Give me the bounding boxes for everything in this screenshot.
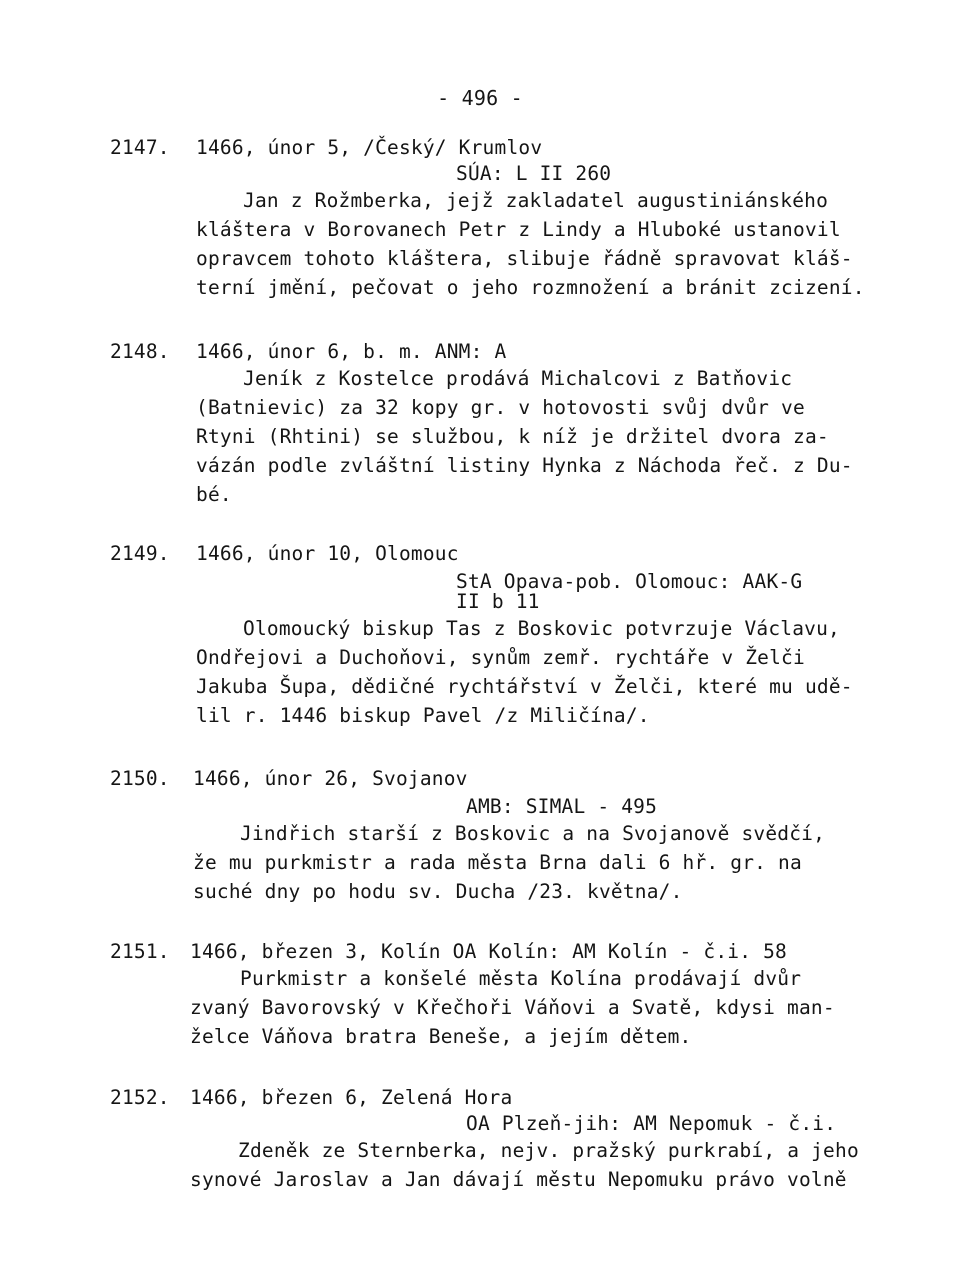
archive-signature: StA Opava-pob. Olomouc: AAK-G [456,570,803,593]
regest-line: opravcem tohoto kláštera, slibuje řádně spravovat kláš- [196,247,853,270]
regest-line: Ondřejovi a Duchoňovi, synům zemř. rychtáře v Želči [196,646,805,669]
entry-header: 1466, březen 3, Kolín OA Kolín: AM Kolín - č.i. 58 [190,940,787,963]
archive-signature: AMB: SIMAL - 495 [466,795,658,818]
entry-header: 1466, březen 6, Zelená Hora [190,1086,513,1109]
regest-line: Zdeněk ze Sternberka, nejv. pražský purkrabí, a jeho [238,1139,859,1162]
regest-line: Jan z Rožmberka, jejž zakladatel augustiniánského [243,189,829,212]
regest-line: Olomoucký biskup Tas z Boskovic potvrzuje Václavu, [243,617,840,640]
regest-line: terní jmění, pečovat o jeho rozmnožení a bránit zcizení. [196,276,865,299]
regest-line: (Batnievic) za 32 kopy gr. v hotovosti svůj dvůr ve [196,396,805,419]
entry-number: 2149. [110,542,170,565]
entry-header: 1466, únor 6, b. m. ANM: A [196,340,507,363]
archive-signature: SÚA: L II 260 [456,162,612,185]
archive-signature: OA Plzeň-jih: AM Nepomuk - č.i. [466,1112,837,1135]
entry-number: 2150. [110,767,170,790]
regest-line: Jindřich starší z Boskovic a na Svojanově svědčí, [240,822,826,845]
regest-line: suché dny po hodu sv. Ducha /23. května/. [193,880,683,903]
regest-line: zvaný Bavorovský v Křečhoři Váňovi a Svatě, kdysi man- [190,996,835,1019]
entry-header: 1466, únor 26, Svojanov [193,767,468,790]
entry-number: 2152. [110,1086,170,1109]
regest-line: lil r. 1446 biskup Pavel /z Miličína/. [196,704,650,727]
regest-line: vázán podle zvláštní listiny Hynka z Náchoda řeč. z Du- [196,454,853,477]
entry-number: 2148. [110,340,170,363]
regest-line: bé. [196,483,232,506]
regest-line: Purkmistr a konšelé města Kolína prodávají dvůr [240,967,802,990]
entry-header: 1466, únor 5, /Český/ Krumlov [196,136,543,159]
regest-line: Rtyni (Rhtini) se službou, k níž je držitel dvora za- [196,425,829,448]
regest-line: že mu purkmistr a rada města Brna dali 6 hř. gr. na [193,851,802,874]
regest-line: želce Váňova bratra Beneše, a jejím dětem. [190,1025,692,1048]
regest-line: synové Jaroslav a Jan dávají městu Nepomuku právo volně [190,1168,847,1191]
regest-line: Jakuba Šupa, dědičné rychtářství v Želči, které mu udě- [196,675,853,698]
regest-line: Jeník z Kostelce prodává Michalcovi z Batňovic [243,367,793,390]
regest-line: kláštera v Borovanech Petr z Lindy a Hluboké ustanovil [196,218,841,241]
archive-signature: II b 11 [456,590,540,613]
entry-number: 2151. [110,940,170,963]
entry-header: 1466, únor 10, Olomouc [196,542,459,565]
entry-number: 2147. [110,136,170,159]
page-number: - 496 - [437,86,523,110]
